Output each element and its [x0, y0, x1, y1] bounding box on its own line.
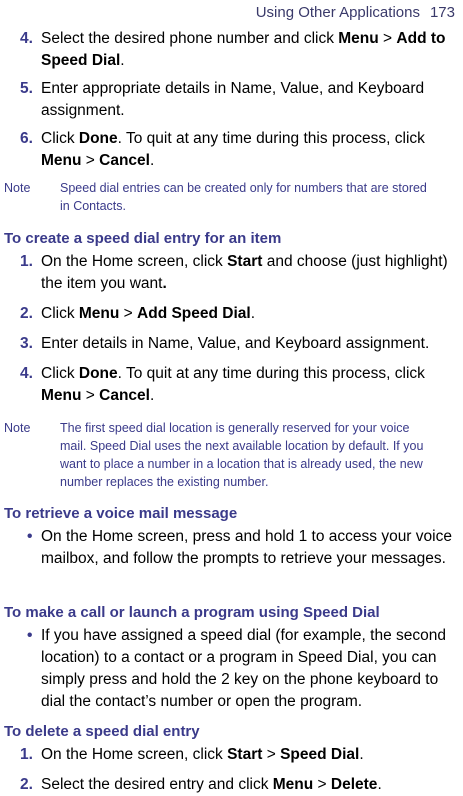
- step-text: Click Done. To quit at any time during this process, click Menu > Cancel.: [41, 130, 425, 169]
- step-text: On the Home screen, click Start and choose (just highlight) the item you want.: [41, 253, 448, 292]
- numbered-step: [0, 303, 463, 325]
- step-number: 2.: [20, 776, 33, 793]
- bullet-marker: •: [27, 627, 33, 644]
- bold-term: Menu: [338, 30, 379, 47]
- section-title: Using Other Applications: [255, 4, 420, 21]
- step-text: Enter details in Name, Value, and Keyboard assignment.: [41, 335, 430, 352]
- note-text: Speed dial entries can be created only for numbers that are stored in Contacts.: [60, 181, 427, 213]
- step-text: Enter appropriate details in Name, Value, and Keyboard assignment.: [41, 80, 425, 119]
- bold-term: Start: [227, 253, 263, 270]
- step-text: On the Home screen, click Start > Speed Dial.: [41, 746, 364, 763]
- numbered-step: [0, 363, 463, 407]
- step-number: 1.: [20, 746, 33, 763]
- page-header: [256, 0, 455, 26]
- bullet-text: On the Home screen, press and hold 1 to access your voice mailbox, and follow the prompts to retrieve your messages.: [41, 528, 452, 567]
- section-heading: To delete a speed dial entry: [4, 723, 200, 740]
- section-heading: To retrieve a voice mail message: [4, 505, 238, 522]
- step-number: 1.: [20, 253, 33, 270]
- numbered-step: [0, 78, 463, 122]
- bullet-marker: •: [27, 528, 33, 545]
- page-content: [0, 26, 463, 796]
- bold-term: Menu: [78, 305, 120, 322]
- step-text: Select the desired entry and click Menu > Delete.: [41, 776, 382, 793]
- numbered-step: [0, 774, 463, 796]
- numbered-step: [0, 28, 463, 72]
- steps-list-c: [0, 744, 463, 796]
- section-heading: To make a call or launch a program using Speed Dial: [4, 604, 380, 621]
- numbered-step: [0, 333, 463, 355]
- section-heading: To create a speed dial entry for an item: [4, 230, 282, 247]
- bold-term: Start: [227, 746, 263, 763]
- note-label: Note: [4, 421, 31, 435]
- bold-term: Speed Dial: [280, 746, 360, 763]
- step-text: Select the desired phone number and click Menu > Add to Speed Dial.: [41, 30, 446, 69]
- numbered-step: [0, 251, 463, 295]
- page-number: 173: [429, 4, 455, 21]
- bold-term: Done: [78, 365, 118, 382]
- bold-term: Menu: [41, 387, 82, 404]
- steps-list-a: [0, 26, 463, 172]
- numbered-step: [0, 744, 463, 766]
- bold-term: Add Speed Dial: [137, 305, 251, 322]
- step-text: Click Menu > Add Speed Dial.: [41, 305, 256, 322]
- step-number: 2.: [20, 305, 33, 322]
- numbered-step: [0, 128, 463, 172]
- step-number: 4.: [20, 365, 33, 382]
- bullet-item: [0, 526, 463, 592]
- step-number: 6.: [20, 130, 33, 147]
- bold-term: Cancel: [99, 152, 150, 169]
- step-number: 4.: [20, 30, 33, 47]
- note-block: [0, 419, 463, 491]
- step-text: Click Done. To quit at any time during this process, click Menu > Cancel.: [41, 365, 425, 404]
- bold-term: Menu: [272, 776, 314, 793]
- step-number: 5.: [20, 80, 33, 97]
- note-label: Note: [4, 181, 31, 195]
- step-number: 3.: [20, 335, 33, 352]
- bold-term: Cancel: [99, 387, 150, 404]
- note-text: The first speed dial location is generally reserved for your voice mail. Speed Dial uses the next available location by default. If you want to place a number in a location that is already used, the new number replaces the existing number.: [60, 421, 424, 489]
- bullet-text: If you have assigned a speed dial (for example, the second location) to a contact or a program in Speed Dial, you can simply press and hold the 2 key on the phone keyboard to dial the contact’s number or open the program.: [41, 627, 446, 710]
- note-block: [0, 179, 463, 215]
- bold-term: Add to Speed Dial: [41, 30, 446, 69]
- bold-term: Menu: [41, 152, 82, 169]
- bold-term: .: [162, 275, 167, 292]
- bullet-item: [0, 625, 463, 713]
- steps-list-b: [0, 251, 463, 407]
- bold-term: Delete: [330, 776, 378, 793]
- bold-term: Done: [78, 130, 118, 147]
